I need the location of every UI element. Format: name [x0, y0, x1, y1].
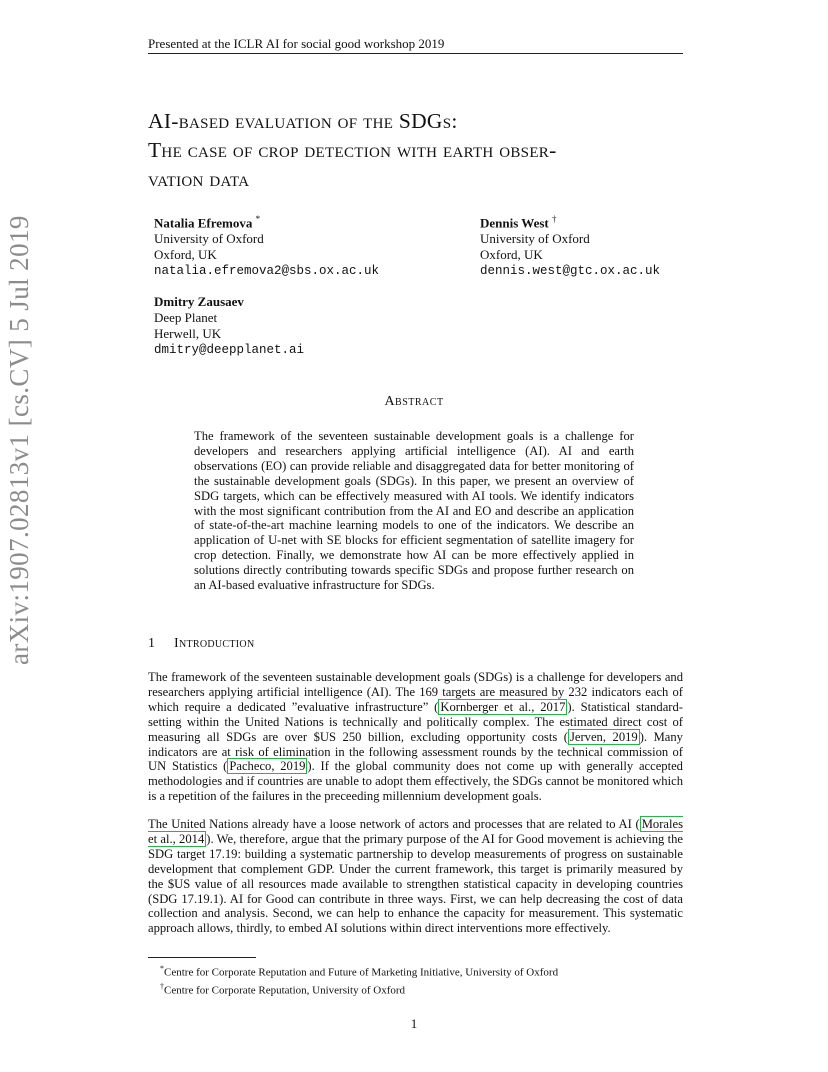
section-number: 1 — [148, 636, 156, 651]
author-mark: † — [552, 214, 557, 224]
title-line-2: The case of crop detection with earth obser- — [148, 138, 557, 162]
author-mark: * — [255, 214, 261, 224]
abstract-body: The framework of the seventeen sustainable development goals is a challenge for developers and researchers applying artificial intelligence (AI). AI and earth observations (EO) can provide reliable and disaggregated data for better monitoring of the sustainable development goals (SDGs). In this paper, we present an overview of SDG targets, which can be effectively measured with AI tools. We identify indicators with the most significant contribution from the AI and EO and describe an application of state-of-the-art machine learning models to one of the indicators. We describe an application of U-net with SE blocks for efficient segmentation of satellite imagery for crop detection. Finally, we demonstrate how AI can be more effectively applied in solutions directly contributing towards specific SDGs and propose further research on an AI-based evaluative infrastructure for SDGs. — [194, 429, 634, 593]
page-number: 1 — [410, 1016, 418, 1031]
footnote-mark: † — [160, 982, 164, 992]
author-name: Dennis West — [480, 215, 549, 231]
author-affiliation: Deep Planet — [154, 310, 218, 325]
author-block-2 — [480, 211, 660, 279]
footnote-rule — [148, 957, 256, 958]
author-email[interactable]: dennis.west@gtc.ox.ac.uk — [480, 264, 661, 279]
author-name: Dmitry Zausaev — [154, 294, 244, 309]
author-block-1 — [154, 211, 379, 279]
footnote-text: Centre for Corporate Reputation and Future of Marketing Initiative, University of Oxford — [164, 966, 559, 979]
author-location: Oxford, UK — [154, 247, 217, 263]
text-run: ). We, therefore, argue that the primary purpose of the AI for Good movement is achieving the SDG target 17.19: building a systematic partnership to develop measurements of progress on sustainable development that complement GDP. Under the current framework, this target is primarily measured by the $US value of all resources made available to strengthen statistical capacity in developing countries (SDG 17.19.1). AI for Good can contribute in three ways. First, we can help decreasing the cost of data collection and analysis. Second, we can help to enhance the capacity for measurement. This systematic approach allows, thirdly, to embed AI solutions within direct interventions more effectively. — [148, 831, 683, 936]
text-run: ). Many indicators are at risk of elimination in the following assessment rounds by the technical commission of UN Statistics ( — [148, 729, 683, 774]
workshop-header: Presented at the ICLR AI for social good workshop 2019 — [148, 36, 445, 51]
author-email[interactable]: natalia.efremova2@sbs.ox.ac.uk — [154, 264, 380, 279]
citation-link[interactable]: Pacheco, 2019 — [229, 759, 306, 774]
arxiv-stamp: arXiv:1907.02813v1 [cs.CV] 5 Jul 2019 — [4, 215, 34, 665]
paper-title — [148, 107, 708, 194]
abstract-heading: Abstract — [384, 394, 444, 409]
citation-link[interactable]: Morales et al., 2014 — [148, 817, 683, 846]
footnote-text: Centre for Corporate Reputation, University of Oxford — [164, 984, 406, 997]
title-line-3: vation data — [148, 167, 250, 191]
citation-link[interactable]: Jerven, 2019 — [569, 729, 638, 744]
footnotes — [160, 962, 558, 998]
header-rule — [148, 53, 683, 54]
footnote-2 — [160, 980, 558, 998]
section-heading — [148, 636, 254, 652]
text-run: ). Statistical standard-setting within the United Nations is technically and politically complex. The estimated direct cost of measuring all SDGs are over $US 250 billion, excluding opportunity costs ( — [148, 699, 683, 744]
citation-link[interactable]: Kornberger et al., 2017 — [440, 699, 566, 714]
intro-paragraph-1 — [148, 670, 683, 804]
author-email[interactable]: dmitry@deepplanet.ai — [154, 343, 305, 357]
footnote-1 — [160, 962, 558, 980]
title-line-1: AI-based evaluation of the SDGs: — [148, 109, 458, 133]
footnote-mark: * — [160, 964, 164, 973]
text-run: ). If the global community does not come up with generally accepted methodologies and if countries are unable to adopt them effectively, the SDGs cannot be monitored which is a repetition of the failures in the preceeding millennium development goals. — [148, 759, 683, 804]
intro-paragraph-2 — [148, 817, 683, 936]
author-location: Herwell, UK — [154, 326, 222, 341]
section-title: Introduction — [174, 636, 255, 651]
author-block-3 — [154, 294, 304, 358]
text-run: The framework of the seventeen sustainable development goals (SDGs) is a challenge for developers and researchers applying artificial intelligence (AI). The 169 targets are measured by 232 indicators each of which require a dedicated ”evaluative infrastructure” ( — [148, 670, 683, 714]
author-name: Natalia Efremova — [154, 215, 253, 231]
author-location: Oxford, UK — [480, 247, 543, 263]
text-run: The United Nations already have a loose network of actors and processes that are related to AI ( — [148, 817, 640, 831]
author-affiliation: University of Oxford — [154, 231, 264, 247]
author-affiliation: University of Oxford — [480, 231, 590, 247]
